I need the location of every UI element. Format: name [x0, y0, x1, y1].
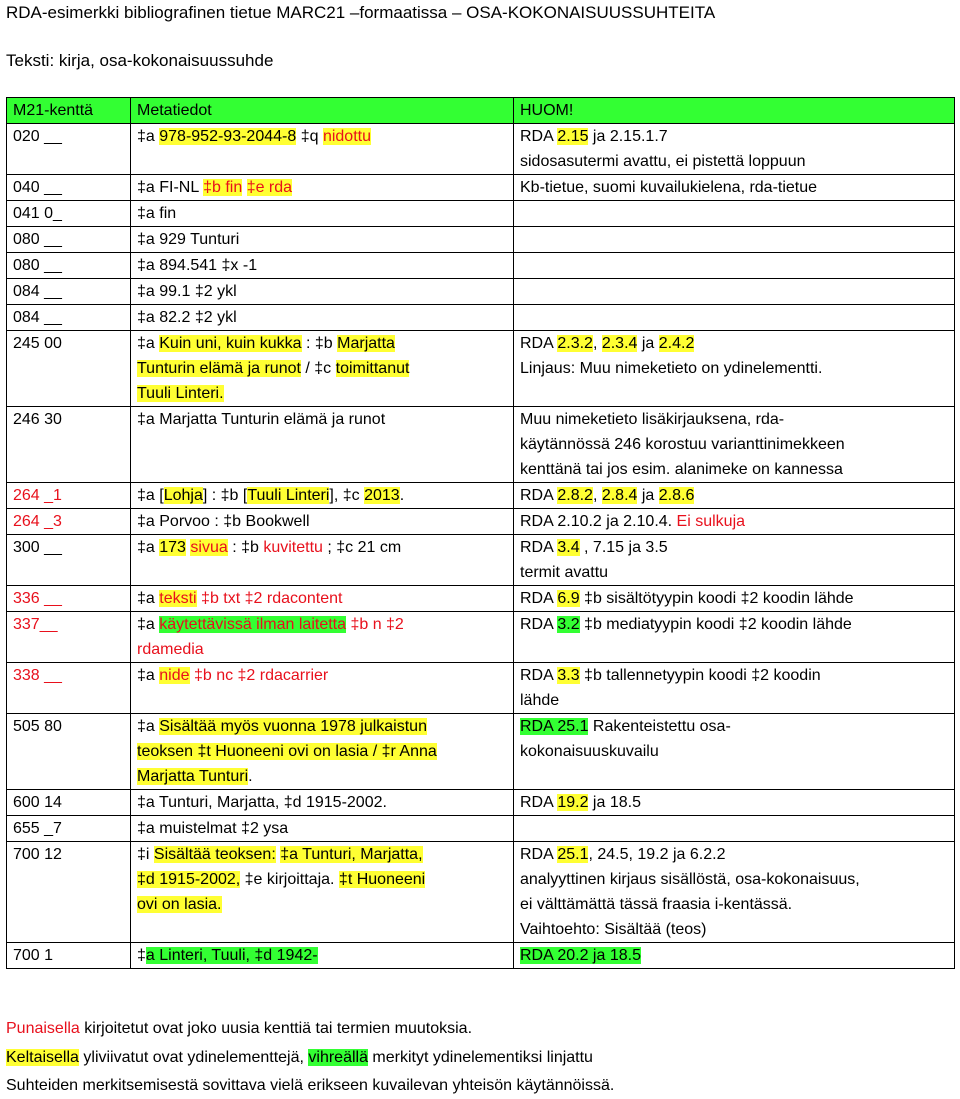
- text-segment: teoksen ‡t Huoneeni ovi on lasia / ‡r Anna: [137, 743, 437, 760]
- text-segment: ‡e kirjoittaja.: [240, 871, 339, 888]
- text-segment: RDA: [520, 590, 558, 607]
- text-segment: kuvitettu: [263, 539, 323, 556]
- notes-line: [520, 586, 954, 611]
- text-segment: 2.8.2: [557, 487, 593, 504]
- text-segment: 19.2: [557, 794, 589, 811]
- metadata-line: [137, 331, 513, 356]
- text-segment: ‡d 1915-2002,: [137, 871, 241, 888]
- text-segment: 264 _1: [13, 487, 62, 504]
- text-segment: teksti: [159, 590, 197, 607]
- text-segment: ‡a muistelmat ‡2 ysa: [137, 820, 289, 837]
- text-segment: Kuin uni, kuin kukka: [159, 335, 302, 352]
- metadata-line: [137, 663, 513, 688]
- table-row: [7, 816, 955, 842]
- text-segment: ‡a: [137, 128, 160, 145]
- metadata-line: [137, 637, 513, 662]
- text-segment: kenttänä tai jos esim. alanimeke on kannessa: [520, 461, 843, 478]
- metadata-line: [137, 586, 513, 611]
- text-segment: Lohja: [163, 487, 203, 504]
- text-segment: ei välttämättä tässä fraasia i-kentässä.: [520, 896, 793, 913]
- text-segment: sivua: [190, 539, 228, 556]
- text-segment: 2.8.4: [601, 487, 638, 504]
- text-segment: ‡a Tunturi, Marjatta,: [280, 846, 423, 863]
- text-segment: .: [248, 768, 253, 785]
- text-segment: RDA: [520, 667, 558, 684]
- metadata-line: [137, 509, 513, 534]
- metadata-cell: [131, 816, 514, 842]
- metadata-line: [137, 201, 513, 226]
- notes-cell: [514, 124, 955, 175]
- notes-cell: [514, 175, 955, 201]
- metadata-cell: [131, 586, 514, 612]
- field-tag-cell: [7, 175, 131, 201]
- notes-cell: [514, 509, 955, 535]
- text-segment: RDA 25.1: [520, 718, 589, 735]
- text-segment: 080 __: [13, 231, 62, 248]
- notes-line: [520, 356, 954, 381]
- text-segment: RDA: [520, 539, 558, 556]
- text-segment: 600 14: [13, 794, 62, 811]
- text-segment: nidottu: [322, 128, 371, 145]
- table-row: [7, 612, 955, 663]
- table-row: [7, 663, 955, 714]
- text-segment: 2.3.4: [601, 335, 638, 352]
- text-segment: ‡t Huoneeni: [338, 871, 426, 888]
- metadata-line: [137, 305, 513, 330]
- text-segment: Keltaisella: [6, 1049, 79, 1066]
- text-segment: Sisältää myös vuonna 1978 julkaistun: [159, 718, 427, 735]
- table-row: [7, 714, 955, 790]
- table-row: [7, 535, 955, 586]
- metadata-line: [137, 842, 513, 867]
- text-segment: ‡a Tunturi, Marjatta, ‡d 1915-2002.: [137, 794, 387, 811]
- notes-line: [520, 739, 954, 764]
- metadata-cell: [131, 175, 514, 201]
- metadata-line: [137, 483, 513, 508]
- text-segment: 173: [159, 539, 186, 556]
- notes-line: [520, 483, 954, 508]
- table-row: [7, 227, 955, 253]
- text-segment: 6.9: [557, 590, 580, 607]
- page-subtitle: Teksti: kirja, osa-kokonaisuussuhde: [6, 51, 274, 70]
- metadata-line: [137, 253, 513, 278]
- text-segment: ‡b txt ‡2 rdacontent: [196, 590, 343, 607]
- field-tag-cell: [7, 305, 131, 331]
- metadata-line: [137, 175, 513, 200]
- metadata-line: [137, 407, 513, 432]
- table-row: [7, 407, 955, 483]
- field-tag-cell: [7, 227, 131, 253]
- text-segment: 337__: [13, 616, 58, 633]
- text-segment: ‡b mediatyypin koodi ‡2 koodin lähde: [579, 616, 852, 633]
- text-segment: ‡b n ‡2: [346, 616, 404, 633]
- legend-line-highlights: [6, 1045, 593, 1070]
- notes-line: [520, 714, 954, 739]
- text-segment: ; ‡c 21 cm: [322, 539, 402, 556]
- text-segment: Rakenteistettu osa-: [588, 718, 731, 735]
- text-segment: Sisältää teoksen:: [153, 846, 276, 863]
- metadata-cell: [131, 842, 514, 943]
- notes-cell: [514, 407, 955, 483]
- text-segment: Punaisella: [6, 1020, 80, 1037]
- text-segment: analyyttinen kirjaus sisällöstä, osa-kokonaisuus,: [520, 871, 860, 888]
- text-segment: ‡a: [137, 667, 160, 684]
- notes-line: [520, 457, 954, 482]
- notes-line: [520, 509, 954, 534]
- notes-cell: [514, 943, 955, 969]
- notes-cell: [514, 790, 955, 816]
- notes-line: [520, 917, 954, 942]
- text-segment: 336 __: [13, 590, 62, 607]
- text-segment: 505 80: [13, 718, 62, 735]
- text-segment: merkityt ydinelementiksi linjattu: [367, 1049, 593, 1066]
- text-segment: Marjatta Tunturi: [137, 768, 249, 785]
- metadata-cell: [131, 663, 514, 714]
- text-segment: 700 1: [13, 947, 54, 964]
- notes-cell: [514, 612, 955, 663]
- text-segment: ‡e rda: [246, 179, 293, 196]
- notes-line: [520, 407, 954, 432]
- notes-line: [520, 124, 954, 149]
- metadata-cell: [131, 279, 514, 305]
- text-segment: RDA: [520, 128, 558, 145]
- text-segment: ja 18.5: [588, 794, 641, 811]
- metadata-cell: [131, 535, 514, 586]
- text-segment: : ‡b: [227, 539, 264, 556]
- metadata-cell: [131, 943, 514, 969]
- field-tag-cell: [7, 483, 131, 509]
- text-segment: yliviivatut ovat ydinelementtejä,: [78, 1049, 309, 1066]
- text-segment: ‡a: [137, 590, 160, 607]
- text-segment: 080 __: [13, 257, 62, 274]
- metadata-line: [137, 124, 513, 149]
- table-row: [7, 509, 955, 535]
- table-row: [7, 253, 955, 279]
- notes-cell: [514, 586, 955, 612]
- text-segment: ], ‡c: [329, 487, 365, 504]
- notes-line: [520, 331, 954, 356]
- metadata-cell: [131, 124, 514, 175]
- text-segment: vihreällä: [308, 1049, 368, 1066]
- field-tag-cell: [7, 943, 131, 969]
- text-segment: 2.3.2: [557, 335, 593, 352]
- text-segment: .: [399, 487, 405, 504]
- text-segment: ‡a 929 Tunturi: [137, 231, 240, 248]
- text-segment: RDA: [520, 487, 558, 504]
- text-segment: ‡a: [137, 539, 160, 556]
- text-segment: 084 __: [13, 309, 62, 326]
- notes-cell: [514, 253, 955, 279]
- text-segment: Marjatta: [337, 335, 395, 352]
- table-row: [7, 175, 955, 201]
- notes-cell: [514, 816, 955, 842]
- notes-cell: [514, 201, 955, 227]
- legend-line-red: [6, 1016, 472, 1041]
- metadata-line: [137, 739, 513, 764]
- text-segment: 3.3: [557, 667, 580, 684]
- text-segment: ‡a 99.1 ‡2 ykl: [137, 283, 237, 300]
- text-segment: 2.8.6: [658, 487, 695, 504]
- text-segment: ja: [637, 335, 659, 352]
- text-segment: ‡q: [296, 128, 323, 145]
- text-segment: RDA: [520, 616, 558, 633]
- text-segment: 020 __: [13, 128, 62, 145]
- text-segment: 040 __: [13, 179, 62, 196]
- field-tag-cell: [7, 714, 131, 790]
- metadata-cell: [131, 407, 514, 483]
- notes-line: [520, 175, 954, 200]
- metadata-line: [137, 867, 513, 892]
- text-segment: ‡a Porvoo : ‡b Bookwell: [137, 513, 310, 530]
- text-segment: ‡b nc ‡2 rdacarrier: [189, 667, 329, 684]
- text-segment: Suhteiden merkitsemisestä sovittava vielä erikseen kuvailevan yhteisön käytännöissä.: [6, 1077, 615, 1094]
- notes-line: [520, 867, 954, 892]
- text-segment: 246 30: [13, 411, 62, 428]
- text-segment: ‡a: [137, 616, 160, 633]
- text-segment: ‡b fin: [203, 179, 243, 196]
- text-segment: kirjoitetut ovat joko uusia kenttiä tai termien muutoksia.: [79, 1020, 473, 1037]
- text-segment: ja: [637, 487, 659, 504]
- text-segment: ‡a 82.2 ‡2 ykl: [137, 309, 237, 326]
- text-segment: Tuuli Linteri: [247, 487, 330, 504]
- text-segment: ‡: [137, 947, 146, 964]
- text-segment: sidosasutermi avattu, ei pistettä loppuun: [520, 153, 806, 170]
- text-segment: 084 __: [13, 283, 62, 300]
- metadata-line: [137, 816, 513, 841]
- field-tag-cell: [7, 535, 131, 586]
- notes-line: [520, 790, 954, 815]
- text-segment: 3.2: [557, 616, 580, 633]
- text-segment: ‡a 894.541 ‡x -1: [137, 257, 258, 274]
- field-tag-cell: [7, 279, 131, 305]
- text-segment: , 7.15 ja 3.5: [579, 539, 668, 556]
- metadata-cell: [131, 714, 514, 790]
- notes-line: [520, 842, 954, 867]
- notes-cell: [514, 535, 955, 586]
- notes-cell: [514, 663, 955, 714]
- notes-cell: [514, 305, 955, 331]
- text-segment: 655 _7: [13, 820, 62, 837]
- text-segment: 3.4: [557, 539, 580, 556]
- metadata-line: [137, 892, 513, 917]
- text-segment: ,: [592, 335, 602, 352]
- metadata-line: [137, 790, 513, 815]
- text-segment: Linjaus: Muu nimeketieto on ydinelementti.: [520, 360, 823, 377]
- text-segment: ja 2.15.1.7: [588, 128, 668, 145]
- text-segment: 041 0_: [13, 205, 62, 222]
- notes-line: [520, 663, 954, 688]
- text-segment: ‡b sisältötyypin koodi ‡2 koodin lähde: [579, 590, 854, 607]
- metadata-cell: [131, 612, 514, 663]
- text-segment: ‡a: [137, 718, 160, 735]
- text-segment: ] : ‡b [: [202, 487, 248, 504]
- text-segment: käytettävissä ilman laitetta: [159, 616, 346, 633]
- text-segment: 338 __: [13, 667, 62, 684]
- table-row: [7, 943, 955, 969]
- table-row: [7, 305, 955, 331]
- field-tag-cell: [7, 253, 131, 279]
- text-segment: , 24.5, 19.2 ja 6.2.2: [588, 846, 726, 863]
- text-segment: 2013: [364, 487, 400, 504]
- field-tag-cell: [7, 663, 131, 714]
- text-segment: Tunturin elämä ja runot: [137, 360, 301, 377]
- metadata-cell: [131, 509, 514, 535]
- metadata-line: [137, 943, 513, 968]
- field-tag-cell: [7, 790, 131, 816]
- field-tag-cell: [7, 842, 131, 943]
- metadata-line: [137, 612, 513, 637]
- notes-cell: [514, 842, 955, 943]
- legend-line-relations: [6, 1073, 614, 1098]
- text-segment: lähde: [520, 692, 560, 709]
- notes-line: [520, 432, 954, 457]
- text-segment: RDA 20.2 ja 18.5: [520, 947, 641, 964]
- notes-cell: [514, 279, 955, 305]
- field-tag-cell: [7, 509, 131, 535]
- text-segment: Tuuli Linteri.: [137, 385, 224, 402]
- field-tag-cell: [7, 407, 131, 483]
- text-segment: käytännössä 246 korostuu varianttinimekkeen: [520, 436, 845, 453]
- text-segment: 300 __: [13, 539, 62, 556]
- text-segment: ,: [592, 487, 602, 504]
- text-segment: ‡b tallennetyypin koodi ‡2 koodin: [579, 667, 821, 684]
- table-row: [7, 483, 955, 509]
- field-tag-cell: [7, 124, 131, 175]
- metadata-cell: [131, 227, 514, 253]
- text-segment: nide: [159, 667, 190, 684]
- text-segment: ‡a fin: [137, 205, 177, 222]
- metadata-line: [137, 764, 513, 789]
- text-segment: ‡a [: [137, 487, 164, 504]
- metadata-line: [137, 714, 513, 739]
- text-segment: kokonaisuuskuvailu: [520, 743, 659, 760]
- field-tag-cell: [7, 816, 131, 842]
- header-field: M21-kenttä: [7, 98, 131, 124]
- text-segment: Muu nimeketieto lisäkirjauksena, rda-: [520, 411, 785, 428]
- text-segment: RDA 2.10.2 ja 2.10.4.: [520, 513, 677, 530]
- notes-cell: [514, 331, 955, 407]
- field-tag-cell: [7, 331, 131, 407]
- notes-line: [520, 943, 954, 968]
- text-segment: Vaihtoehto: Sisältää (teos): [520, 921, 707, 938]
- notes-line: [520, 535, 954, 560]
- notes-cell: [514, 483, 955, 509]
- metadata-line: [137, 356, 513, 381]
- field-tag-cell: [7, 586, 131, 612]
- table-row: [7, 279, 955, 305]
- text-segment: : ‡b: [301, 335, 338, 352]
- marc-record-table: [6, 97, 955, 969]
- header-metadata: Metatiedot: [131, 98, 514, 124]
- notes-line: [520, 560, 954, 585]
- table-body: [7, 124, 955, 969]
- metadata-cell: [131, 253, 514, 279]
- field-tag-cell: [7, 612, 131, 663]
- table-header-row: [7, 98, 955, 124]
- text-segment: rdamedia: [137, 641, 204, 658]
- metadata-line: [137, 279, 513, 304]
- notes-line: [520, 892, 954, 917]
- notes-cell: [514, 714, 955, 790]
- text-segment: Ei sulkuja: [676, 513, 746, 530]
- text-segment: 2.4.2: [658, 335, 695, 352]
- text-segment: 700 12: [13, 846, 62, 863]
- page-title: RDA-esimerkki bibliografinen tietue MARC21 –formaatissa – OSA-KOKONAISUUSSUHTEITA: [6, 3, 716, 22]
- table-row: [7, 790, 955, 816]
- field-tag-cell: [7, 201, 131, 227]
- text-segment: ‡i: [137, 846, 154, 863]
- notes-line: [520, 149, 954, 174]
- text-segment: / ‡c: [300, 360, 336, 377]
- metadata-cell: [131, 483, 514, 509]
- metadata-line: [137, 227, 513, 252]
- text-segment: toimittanut: [335, 360, 410, 377]
- text-segment: RDA: [520, 335, 558, 352]
- metadata-cell: [131, 331, 514, 407]
- table-row: [7, 331, 955, 407]
- text-segment: 245 00: [13, 335, 62, 352]
- text-segment: RDA: [520, 794, 558, 811]
- notes-line: [520, 612, 954, 637]
- text-segment: ‡a: [137, 335, 160, 352]
- text-segment: 978-952-93-2044-8: [159, 128, 297, 145]
- text-segment: RDA: [520, 846, 558, 863]
- text-segment: 25.1: [557, 846, 589, 863]
- text-segment: termit avattu: [520, 564, 609, 581]
- table-row: [7, 201, 955, 227]
- text-segment: ovi on lasia.: [137, 896, 222, 913]
- metadata-cell: [131, 201, 514, 227]
- text-segment: 264 _3: [13, 513, 62, 530]
- table-row: [7, 124, 955, 175]
- metadata-cell: [131, 790, 514, 816]
- text-segment: a Linteri, Tuuli, ‡d 1942-: [145, 947, 318, 964]
- text-segment: 2.15: [557, 128, 589, 145]
- table-row: [7, 842, 955, 943]
- text-segment: ‡a FI-NL: [137, 179, 204, 196]
- text-segment: ‡a Marjatta Tunturin elämä ja runot: [137, 411, 386, 428]
- metadata-cell: [131, 305, 514, 331]
- metadata-line: [137, 381, 513, 406]
- notes-line: [520, 688, 954, 713]
- notes-cell: [514, 227, 955, 253]
- text-segment: Kb-tietue, suomi kuvailukielena, rda-tietue: [520, 179, 818, 196]
- table-row: [7, 586, 955, 612]
- metadata-line: [137, 535, 513, 560]
- header-notes: HUOM!: [514, 98, 955, 124]
